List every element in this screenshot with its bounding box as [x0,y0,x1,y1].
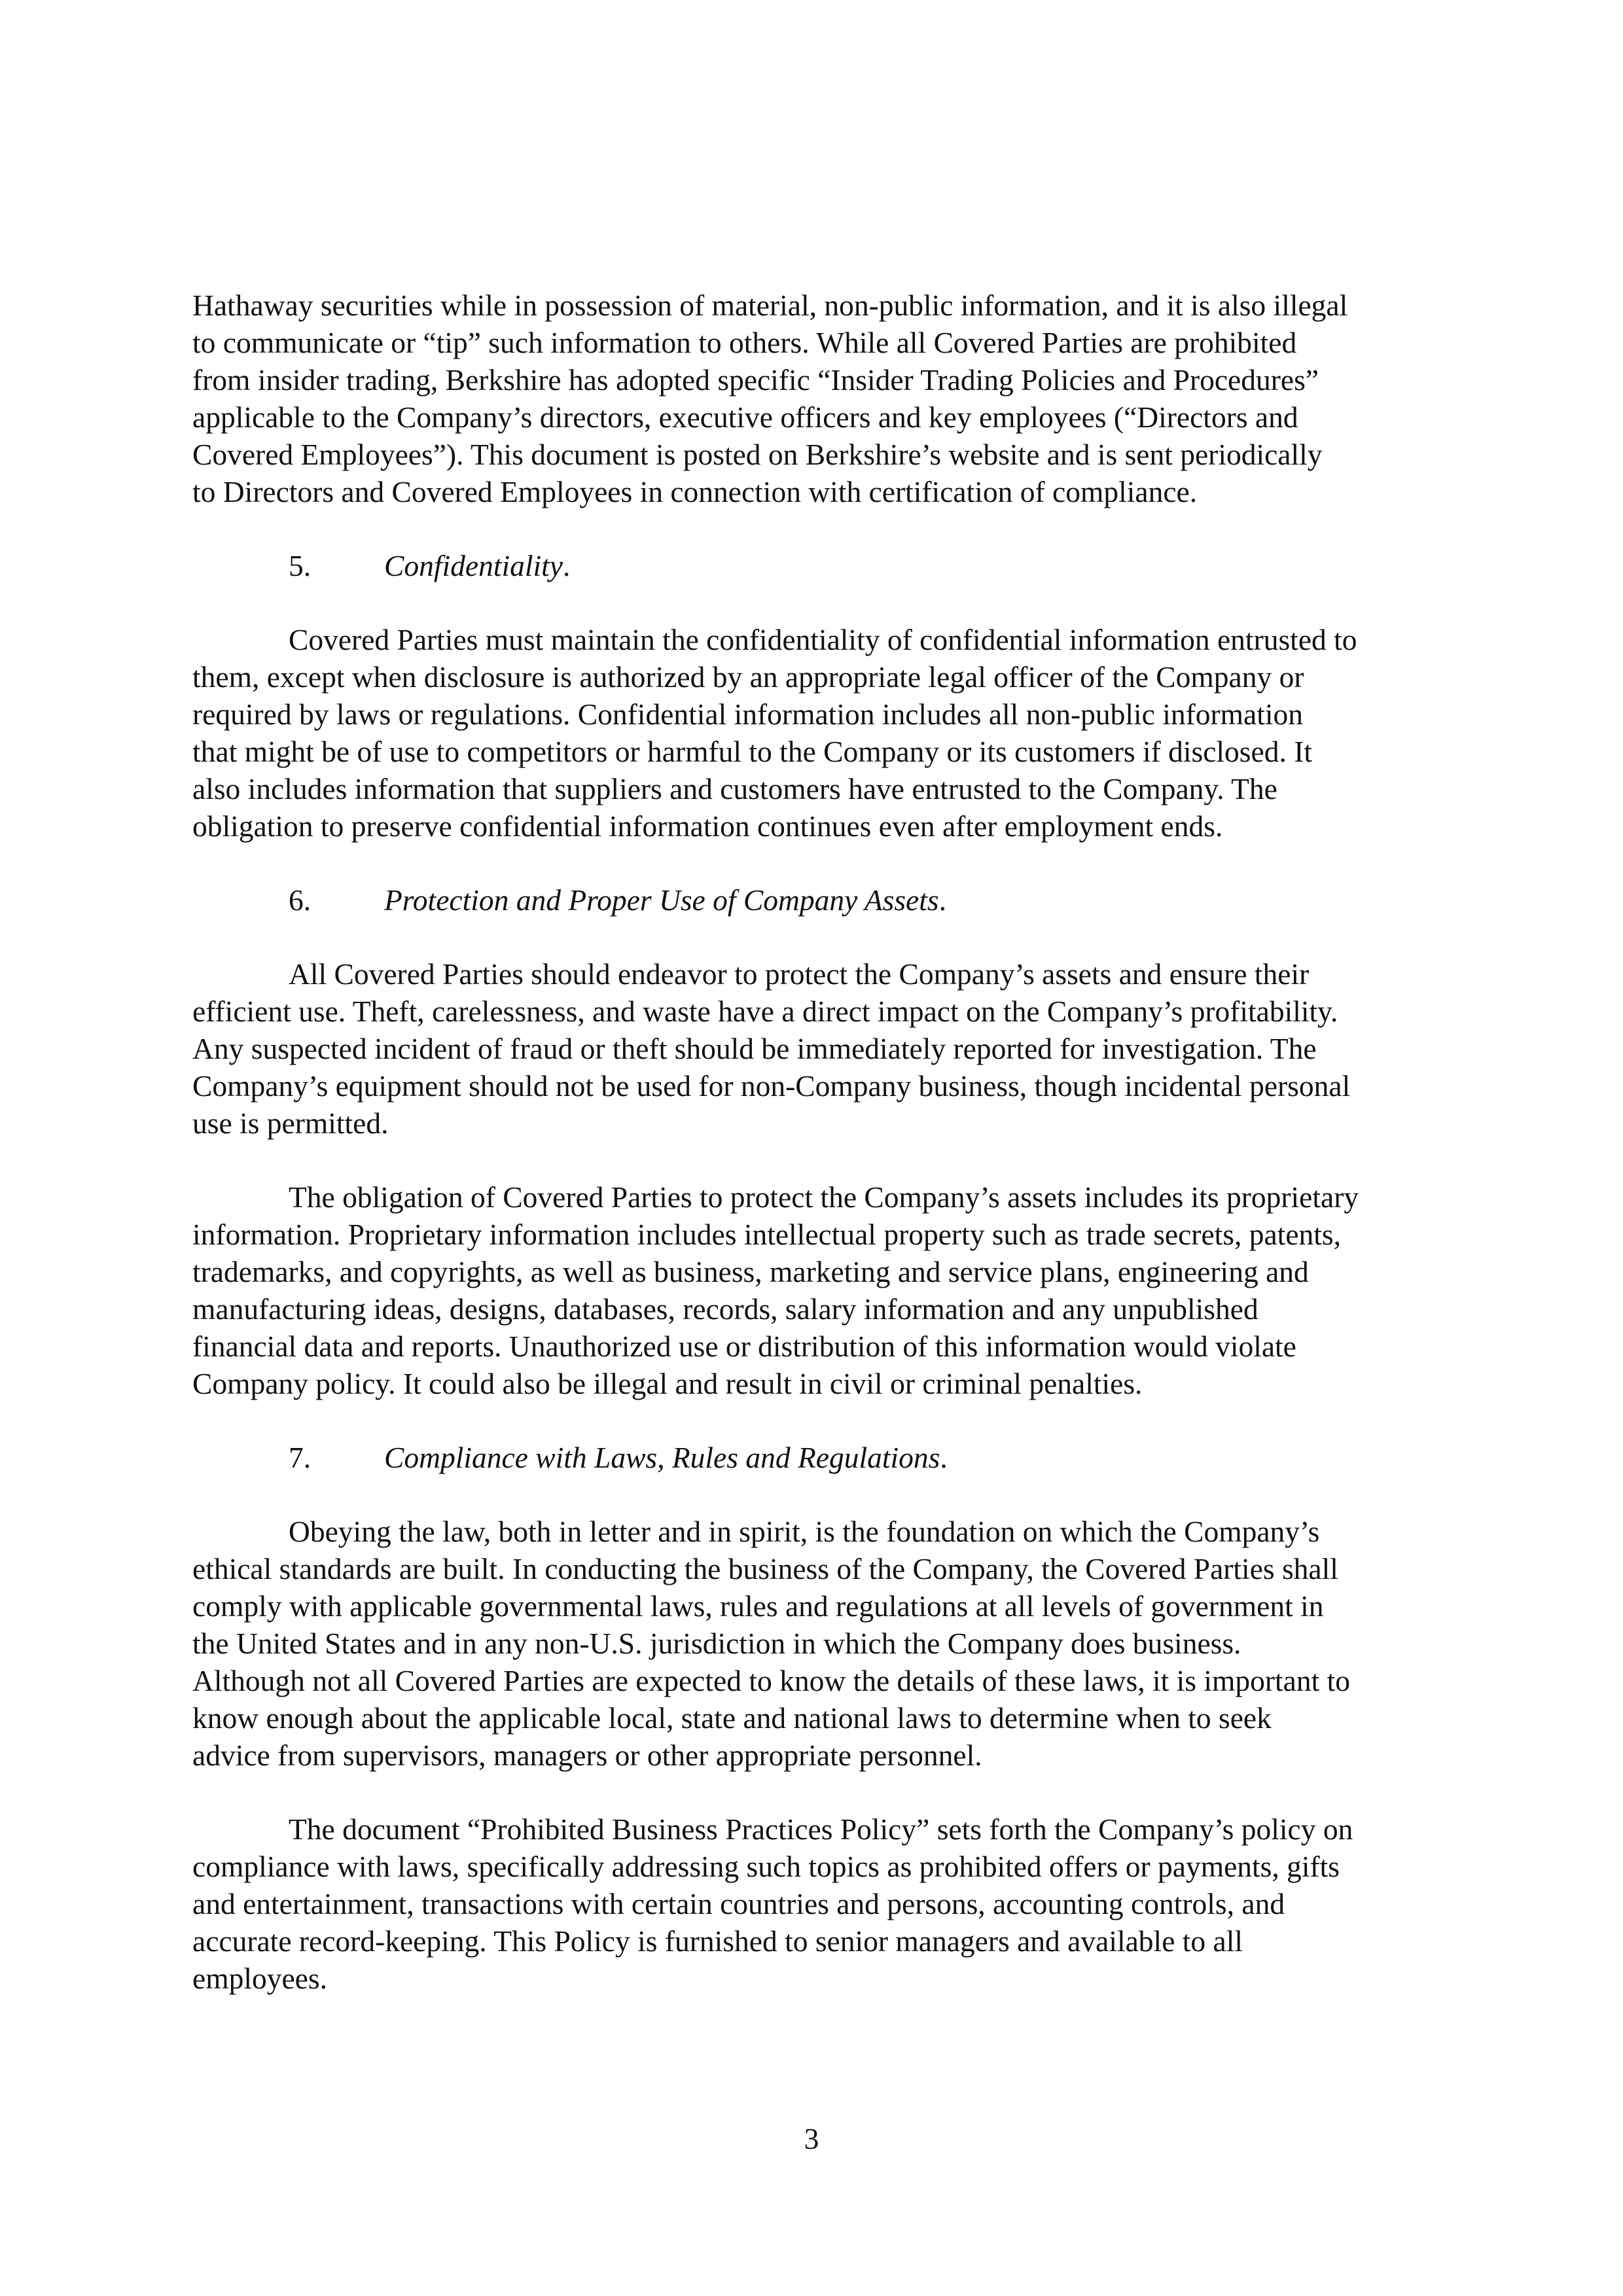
text-line: advice from supervisors, managers or other appropriate personnel. [192,1739,982,1772]
text-line: the United States and in any non-U.S. jurisdiction in which the Company does business. [192,1627,1241,1660]
section-title [384,1439,948,1476]
page-number: 3 [804,2122,819,2155]
paragraph-company-assets [192,955,1449,1142]
section-title-text: Compliance with Laws, Rules and Regulations [384,1441,940,1474]
text-line: required by laws or regulations. Confidential information includes all non-public information [192,698,1304,731]
text-line: to communicate or “tip” such information to others. While all Covered Parties are prohibited [192,326,1297,359]
text-line: Any suspected incident of fraud or theft should be immediately reported for investigation. The [192,1032,1317,1065]
text-line: The document “Prohibited Business Practices Policy” sets forth the Company’s policy on [289,1812,1353,1846]
text-line: Hathaway securities while in possession of material, non-public information, and it is also illegal [192,289,1348,322]
text-line: Obeying the law, both in letter and in spirit, is the foundation on which the Company’s [289,1515,1320,1548]
text-line: and entertainment, transactions with certain countries and persons, accounting controls, and [192,1887,1285,1920]
section-title-punct: . [562,549,571,582]
text-line: All Covered Parties should endeavor to protect the Company’s assets and ensure their [289,957,1310,991]
text-line: obligation to preserve confidential information continues even after employment ends. [192,809,1223,843]
section-title [384,547,570,584]
text-line: information. Proprietary information includes intellectual property such as trade secrets, patents, [192,1218,1341,1251]
text-line: Although not all Covered Parties are expected to know the details of these laws, it is important to [192,1664,1351,1697]
section-title [384,881,946,919]
paragraph-compliance-laws [192,1513,1449,1774]
text-line: ethical standards are built. In conducting the business of the Company, the Covered Parties shall [192,1552,1338,1585]
text-line: them, except when disclosure is authorized by an appropriate legal officer of the Company or [192,660,1304,694]
text-line: Covered Parties must maintain the confidentiality of confidential information entrusted to [289,623,1357,656]
section-heading-compliance: 7. Compliance with Laws, Rules and Regulations. [192,1439,1449,1476]
text-line: financial data and reports. Unauthorized use or distribution of this information would violate [192,1330,1296,1363]
page-body [192,287,1449,2034]
section-title-text: Confidentiality [384,549,563,582]
paragraph-insider-trading-continued [192,287,1449,510]
text-line: accurate record-keeping. This Policy is furnished to senior managers and available to all [192,1924,1243,1958]
text-line: from insider trading, Berkshire has adopted specific “Insider Trading Policies and Procedures” [192,363,1319,397]
section-title-punct: . [938,883,946,917]
text-line: also includes information that suppliers and customers have entrusted to the Company. The [192,772,1277,805]
section-heading-company-assets: 6. Protection and Proper Use of Company Assets. [192,881,1449,919]
text-line: manufacturing ideas, designs, databases, records, salary information and any unpublished [192,1292,1258,1326]
text-line: use is permitted. [192,1106,389,1140]
text-line: applicable to the Company’s directors, executive officers and key employees (“Directors and [192,400,1298,434]
text-line: compliance with laws, specifically addressing such topics as prohibited offers or payments, gifts [192,1850,1340,1883]
text-line: to Directors and Covered Employees in connection with certification of compliance. [192,475,1198,508]
section-heading-confidentiality: 5. Confidentiality. [192,547,1449,584]
text-line: that might be of use to competitors or harmful to the Company or its customers if disclosed. It [192,735,1313,768]
paragraph-prohibited-business-practices [192,1810,1449,1997]
paragraph-proprietary-information [192,1178,1449,1402]
text-line: Company policy. It could also be illegal and result in civil or criminal penalties. [192,1367,1143,1400]
section-title-text: Protection and Proper Use of Company Assets [384,883,939,917]
text-line: Covered Employees”). This document is posted on Berkshire’s website and is sent periodically [192,438,1323,471]
text-line: comply with applicable governmental laws, rules and regulations at all levels of government in [192,1589,1324,1623]
text-line: The obligation of Covered Parties to protect the Company’s assets includes its proprietary [289,1180,1359,1214]
paragraph-confidentiality [192,621,1449,845]
text-line: efficient use. Theft, carelessness, and waste have a direct impact on the Company’s profitability. [192,995,1338,1028]
section-title-punct: . [940,1441,948,1474]
text-line: trademarks, and copyrights, as well as business, marketing and service plans, engineering and [192,1255,1309,1288]
text-line: Company’s equipment should not be used for non-Company business, though incidental personal [192,1069,1351,1103]
text-line: employees. [192,1962,327,1995]
text-line: know enough about the applicable local, state and national laws to determine when to seek [192,1701,1272,1735]
